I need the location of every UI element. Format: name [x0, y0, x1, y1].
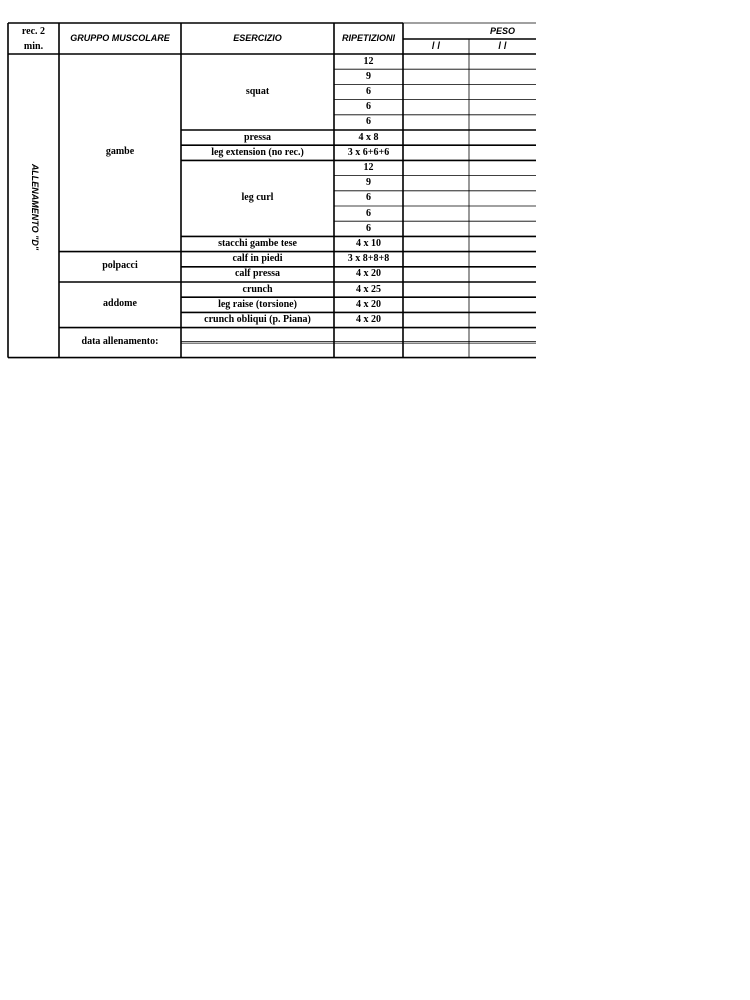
reps-value: 9 — [366, 177, 371, 189]
ripetizioni-header: RIPETIZIONI — [341, 33, 395, 43]
exercise-name: stacchi gambe tese — [218, 237, 297, 249]
exercise-name: leg curl — [241, 192, 274, 204]
exercise-name: crunch — [242, 283, 273, 295]
group-gambe: gambe — [105, 145, 135, 157]
reps-value: 4 x 20 — [356, 268, 381, 280]
group-addome: addome — [103, 298, 137, 309]
reps-value: 4 x 25 — [356, 283, 381, 295]
reps-value: 6 — [366, 116, 371, 128]
reps-value: 6 — [366, 192, 371, 204]
reps-value: 6 — [366, 207, 371, 219]
reps-value: 6 — [366, 85, 371, 97]
reps-value: 6 — [366, 222, 371, 234]
reps-value: 3 x 8+8+8 — [347, 253, 390, 265]
reps-value: 4 x 8 — [358, 131, 379, 143]
gruppo-muscolare-header: GRUPPO MUSCOLARE — [70, 33, 170, 43]
reps-value: 4 x 10 — [356, 237, 381, 249]
allenamento-side-label: ALLENAMENTO "D" — [30, 163, 40, 251]
peso-date-2: / / — [498, 40, 507, 52]
reps-value: 4 x 20 — [356, 298, 381, 310]
exercise-name: leg raise (torsione) — [218, 298, 297, 310]
esercizio-header: ESERCIZIO — [233, 33, 282, 43]
peso-header: PESO — [489, 25, 515, 36]
data-allenamento-label: data allenamento: — [81, 336, 159, 347]
rec-label-line1: rec. 2 — [21, 26, 46, 37]
peso-date-1: / / — [431, 40, 441, 52]
reps-value: 9 — [366, 70, 371, 82]
rec-label-line2: min. — [23, 41, 44, 52]
reps-value: 4 x 20 — [356, 313, 381, 325]
exercise-name: calf in piedi — [232, 253, 283, 265]
reps-value: 12 — [363, 55, 374, 67]
exercise-name: calf pressa — [234, 268, 281, 280]
exercise-name: squat — [245, 86, 270, 97]
exercise-name: pressa — [243, 131, 272, 143]
exercise-name: leg extension (no rec.) — [211, 146, 304, 158]
group-polpacci: polpacci — [102, 259, 138, 271]
reps-value: 12 — [363, 161, 374, 173]
reps-value: 3 x 6+6+6 — [347, 146, 390, 158]
reps-value: 6 — [366, 101, 371, 113]
exercise-name: crunch obliqui (p. Piana) — [204, 313, 311, 325]
